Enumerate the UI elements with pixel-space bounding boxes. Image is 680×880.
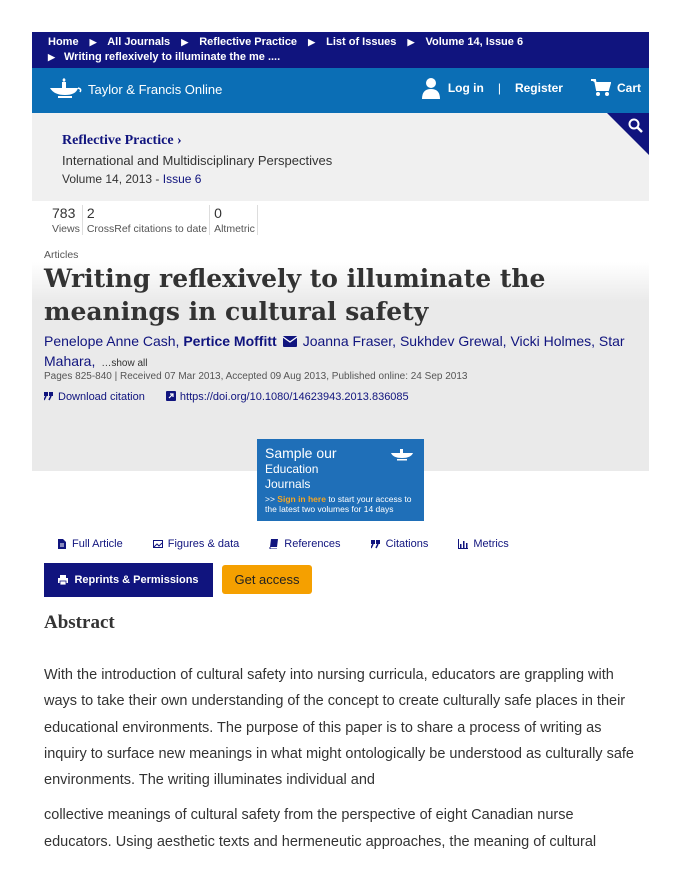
journal-title[interactable] (62, 133, 182, 149)
search-toggle[interactable] (607, 113, 649, 155)
metric-value: 0 (214, 205, 222, 221)
publication-dates: Pages 825-840 | Received 07 Mar 2013, Accepted 09 Aug 2013, Published online: 24 Sep 2013 (44, 371, 468, 382)
tab-label: Full Article (72, 538, 123, 550)
tab-figures[interactable] (153, 538, 240, 550)
abstract-paragraph: With the introduction of cultural safety into nursing curricula, educators are grappling with ways to take their own understanding of the concept to create culturally safe places in their educational environments. The purpose of this paper is to share a process of writing as inquiry to surface new meanings in what might ontologically be understood as culturally safe environments. The writing illuminates individual and (44, 667, 634, 789)
breadcrumb-home[interactable]: Home (48, 36, 79, 48)
site-header (32, 68, 649, 113)
tab-label: Citations (385, 538, 429, 550)
tab-full-article[interactable] (57, 538, 123, 550)
chevron-right-icon: ▶ (308, 37, 316, 47)
ad-line2: Education (265, 462, 319, 476)
author-link[interactable]: Pertice Moffitt (183, 333, 277, 349)
journal-subtitle: International and Multidisciplinary Perspectives (62, 153, 333, 168)
reprints-button[interactable] (44, 563, 213, 597)
book-icon (269, 539, 279, 549)
author-link[interactable]: Vicki Holmes, (510, 333, 596, 349)
metric-label: Views (52, 223, 80, 235)
journal-volume (62, 172, 201, 186)
abstract-body (44, 662, 644, 855)
user-icon (422, 77, 440, 99)
ad-line3: Journals (265, 477, 311, 491)
chevron-right-icon: ▶ (89, 37, 97, 47)
author-link[interactable]: Star Mahara, (44, 333, 625, 369)
metric-label: CrossRef citations to date (86, 223, 208, 235)
breadcrumb-list-of-issues[interactable]: List of Issues (326, 36, 397, 48)
cart-icon[interactable] (591, 79, 611, 97)
ad-sign-in-link[interactable]: Sign in here (277, 494, 326, 504)
chevron-right-icon: ▶ (181, 37, 189, 47)
metric-altmetric[interactable] (214, 205, 258, 235)
lamp-logo-icon (390, 447, 416, 461)
metric-views (52, 205, 83, 235)
ad-line1: Sample our (265, 445, 337, 461)
volume-text: Volume 14, 2013 - (62, 172, 160, 186)
tab-label: References (284, 538, 341, 550)
metric-value: 2 (86, 205, 95, 221)
section-label: Articles (44, 249, 79, 261)
author-link[interactable]: Penelope Anne Cash, (44, 333, 180, 349)
metric-value: 783 (52, 205, 76, 221)
tab-metrics[interactable] (458, 538, 508, 550)
ad-prefix: >> (265, 494, 278, 504)
breadcrumb-current: Writing reflexively to illuminate the me .... (63, 51, 281, 63)
article-metrics (52, 205, 262, 235)
metric-crossref[interactable] (87, 205, 210, 235)
lamp-logo-icon (48, 78, 82, 100)
login-link[interactable]: Log in (447, 81, 484, 95)
download-citation-label: Download citation (58, 391, 145, 403)
tab-label: Metrics (473, 538, 509, 550)
doi-label: https://doi.org/10.1080/14623943.2013.836085 (179, 391, 409, 403)
abstract-paragraph: collective meanings of cultural safety from the perspective of eight Canadian nurse educators. Using aesthetic texts and hermeneutic approaches, the meaning of cultural (44, 807, 597, 850)
image-icon (153, 539, 163, 549)
abstract-heading: Abstract (44, 612, 115, 633)
metric-label: Altmetric (214, 223, 255, 235)
breadcrumb (32, 32, 649, 68)
ad-rest: to start your access to the latest two volumes for 14 days (265, 494, 412, 514)
quote-icon (44, 391, 54, 401)
register-link[interactable]: Register (514, 81, 563, 95)
sample-journals-ad[interactable] (257, 439, 424, 521)
auth-divider: | (497, 81, 501, 95)
author-list (44, 331, 644, 374)
journal-title-text: Reflective Practice (62, 133, 174, 148)
printer-icon (58, 575, 68, 585)
journal-banner (32, 113, 649, 201)
citation-links (44, 391, 409, 403)
ad-footer (265, 494, 416, 514)
chevron-right-icon: ▶ (48, 52, 55, 62)
bar-chart-icon (458, 539, 468, 549)
external-link-icon (166, 391, 176, 401)
author-link[interactable]: Joanna Fraser, (302, 333, 397, 349)
issue-link[interactable]: Issue 6 (162, 172, 202, 186)
breadcrumb-all-journals[interactable]: All Journals (107, 36, 171, 48)
envelope-icon[interactable] (283, 336, 297, 347)
tab-references[interactable] (269, 538, 340, 550)
logo-text: Taylor & Francis Online (88, 81, 223, 97)
download-citation-link[interactable] (44, 391, 148, 403)
get-access-button[interactable]: Get access (222, 565, 312, 594)
auth-links (422, 77, 641, 99)
cart-link[interactable]: Cart (616, 81, 641, 95)
doi-link[interactable] (166, 391, 409, 403)
tab-label: Figures & data (167, 538, 240, 550)
breadcrumb-volume[interactable]: Volume 14, Issue 6 (425, 36, 524, 48)
tab-citations[interactable] (371, 538, 429, 550)
chevron-right-icon: ▶ (407, 37, 415, 47)
show-all-authors[interactable]: …show all (101, 358, 148, 369)
file-icon (57, 539, 67, 549)
quote-icon (371, 539, 381, 549)
article-title: Writing reflexively to illuminate the meanings in cultural safety (44, 264, 546, 326)
chevron-right-icon: › (177, 133, 182, 148)
breadcrumb-journal[interactable]: Reflective Practice (199, 36, 298, 48)
author-link[interactable]: Sukhdev Grewal, (399, 333, 507, 349)
reprints-label: Reprints & Permissions (74, 574, 199, 586)
site-logo[interactable] (48, 78, 222, 100)
article-tabs (57, 538, 539, 550)
